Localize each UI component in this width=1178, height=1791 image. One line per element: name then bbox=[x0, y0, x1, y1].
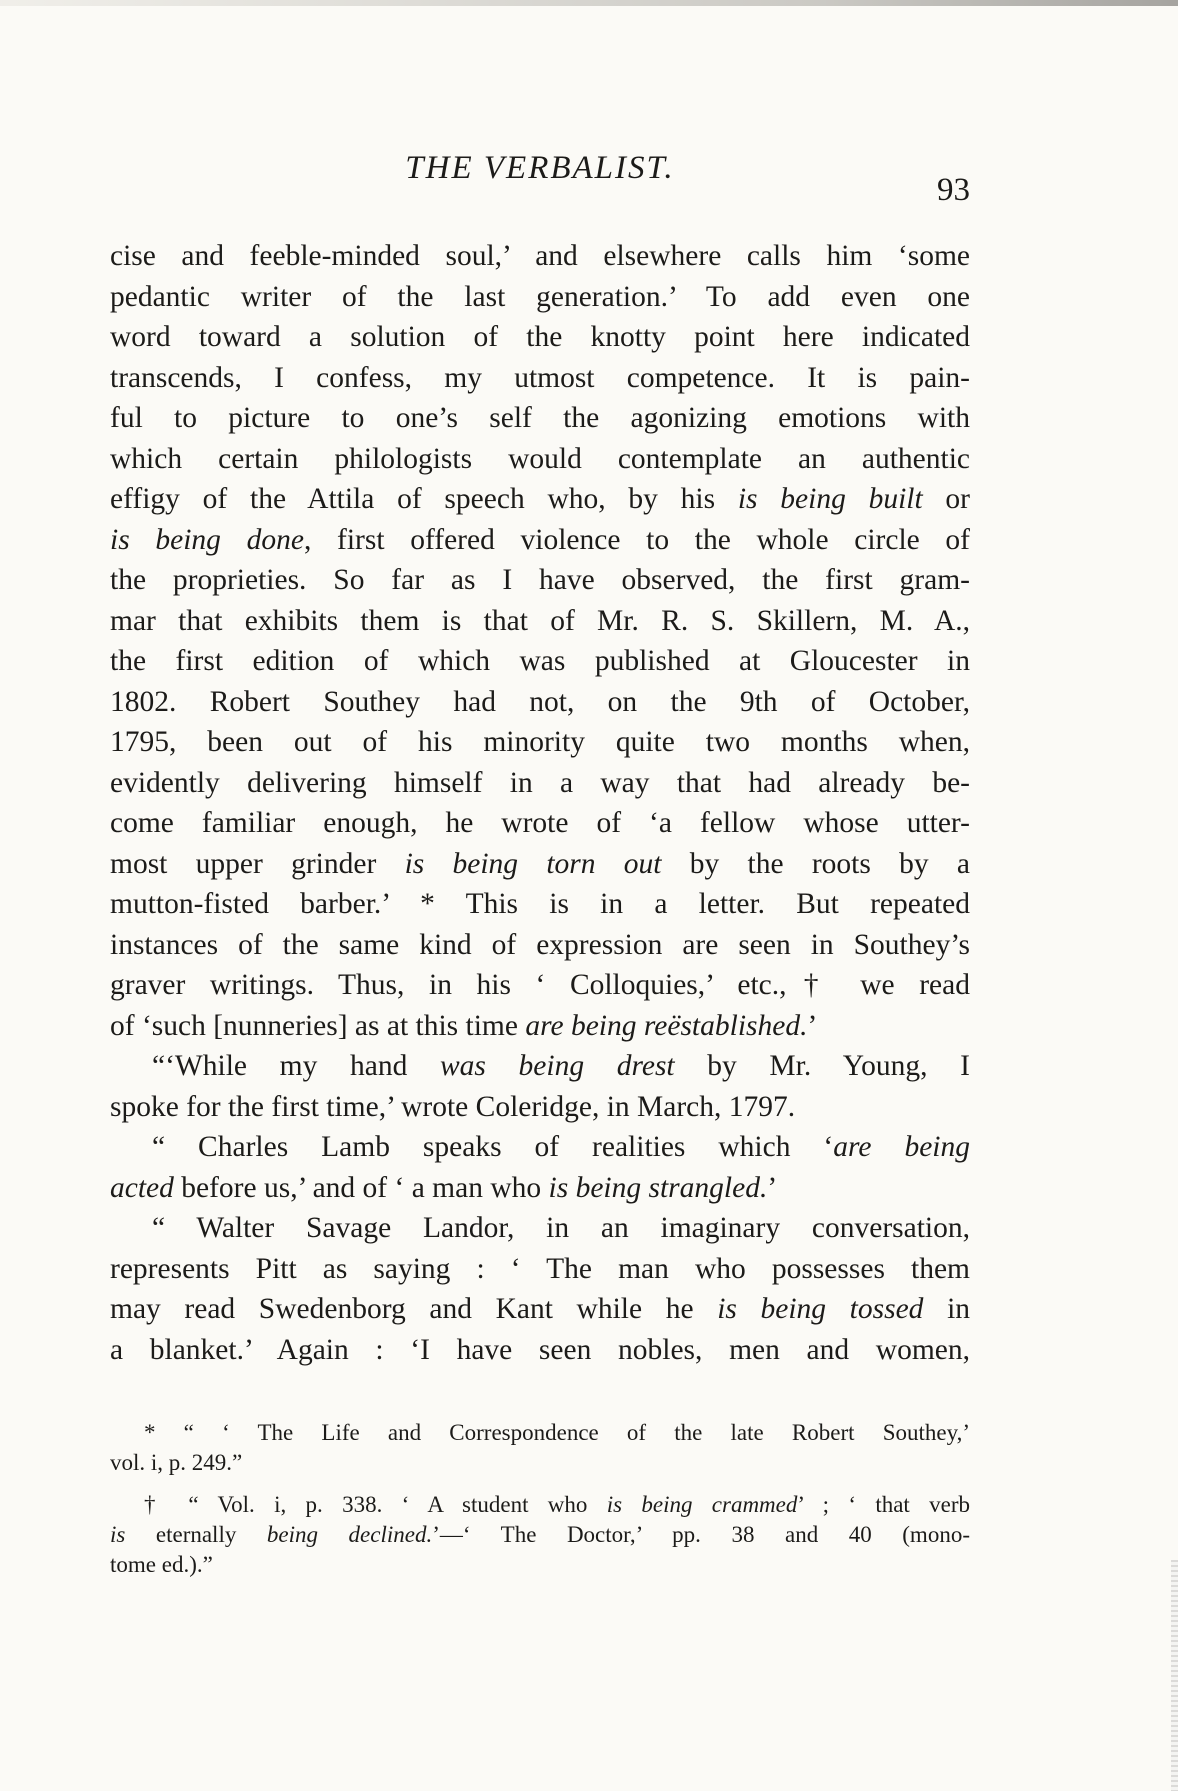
text-run: graver writings. Thus, in his ‘ Colloquies,’ etc.,† we read bbox=[110, 969, 970, 1001]
text-run: ful to picture to one’s self the agonizing emotions with bbox=[110, 402, 970, 434]
text-run: may read Swedenborg and Kant while he bbox=[110, 1293, 718, 1325]
body-line bbox=[110, 277, 970, 318]
body-line bbox=[110, 925, 970, 966]
text-run: effigy of the Attila of speech who, by his bbox=[110, 483, 738, 515]
body-line bbox=[110, 1289, 970, 1330]
text-run: ’ bbox=[807, 1009, 818, 1042]
text-run: most upper grinder bbox=[110, 847, 405, 880]
italic-text: acted bbox=[110, 1171, 174, 1204]
text-run: 1802. Robert Southey had not, on the 9th of October, bbox=[110, 685, 970, 718]
body-line bbox=[110, 439, 970, 480]
body-line bbox=[110, 763, 970, 804]
italic-text: is being strangled. bbox=[548, 1171, 768, 1204]
body-line bbox=[110, 601, 970, 642]
text-run: or bbox=[922, 483, 971, 515]
page-number: 93 bbox=[937, 172, 970, 208]
text-run: before us,’ and of ‘ a man who bbox=[173, 1171, 549, 1204]
text-run: ’ ; ‘ that verb bbox=[797, 1492, 971, 1517]
text-run: of ‘such [nunneries] as at this time bbox=[110, 1009, 526, 1042]
body-line bbox=[110, 1330, 970, 1371]
italic-text: is being built bbox=[737, 483, 923, 515]
body-line bbox=[110, 236, 970, 277]
text-run: word toward a solution of the knotty point here indicated bbox=[110, 321, 970, 353]
text-run: come familiar enough, he wrote of ‘a fellow whose utter- bbox=[110, 807, 970, 839]
body-line bbox=[110, 844, 970, 885]
italic-text: is being tossed bbox=[717, 1293, 924, 1325]
body-line bbox=[110, 1046, 970, 1087]
scan-edge-right bbox=[1171, 1560, 1178, 1791]
text-run: tome ed.).” bbox=[110, 1552, 213, 1577]
text-run: “‘While my hand bbox=[152, 1050, 440, 1082]
italic-text: is being crammed bbox=[606, 1492, 798, 1517]
body-line bbox=[110, 1168, 970, 1209]
italic-text: is being done bbox=[110, 523, 304, 556]
text-run: by Mr. Young, I bbox=[674, 1050, 970, 1082]
footnote-line bbox=[110, 1550, 970, 1580]
footnote-line bbox=[110, 1448, 970, 1478]
body-line bbox=[110, 520, 970, 561]
footnote bbox=[110, 1418, 970, 1478]
italic-text: was being drest bbox=[439, 1050, 675, 1082]
text-run: cise and feeble-minded soul,’ and elsewhere calls him ‘some bbox=[110, 240, 970, 272]
text-run: pedantic writer of the last generation.’ To add even one bbox=[110, 280, 970, 313]
text-run: by the roots by a bbox=[661, 847, 970, 880]
body-line bbox=[110, 641, 970, 682]
italic-text: is bbox=[110, 1522, 126, 1547]
text-run: 1795, been out of his minority quite two months when, bbox=[110, 726, 970, 758]
scan-edge-top bbox=[0, 0, 1178, 6]
text-run: , first offered violence to the whole circle of bbox=[303, 523, 971, 556]
body-line bbox=[110, 317, 970, 358]
body-line bbox=[110, 560, 970, 601]
body-line bbox=[110, 1006, 970, 1047]
text-run: a blanket.’ Again : ‘I have seen nobles, men and women, bbox=[110, 1333, 970, 1366]
text-run: spoke for the first time,’ wrote Coleridge, in March, 1797. bbox=[110, 1090, 796, 1123]
footnote-line bbox=[110, 1520, 970, 1550]
text-run: ’ bbox=[767, 1171, 778, 1204]
text-run: eternally bbox=[125, 1522, 267, 1547]
text-run: ’—‘ The Doctor,’ pp. 38 and 40 (mono- bbox=[432, 1522, 970, 1547]
text-run: evidently delivering himself in a way that had already be- bbox=[110, 766, 970, 799]
body-text bbox=[110, 236, 970, 1370]
body-line bbox=[110, 1208, 970, 1249]
body-line bbox=[110, 803, 970, 844]
body-line bbox=[110, 965, 970, 1006]
body-line bbox=[110, 884, 970, 925]
italic-text: being declined. bbox=[266, 1522, 433, 1547]
text-run: the proprieties. So far as I have observed, the first gram- bbox=[110, 564, 970, 596]
body-line bbox=[110, 722, 970, 763]
italic-text: is being torn out bbox=[404, 847, 662, 880]
text-run: mar that exhibits them is that of Mr. R. S. Skillern, M. A., bbox=[110, 604, 970, 637]
body-line bbox=[110, 1127, 970, 1168]
italic-text: are being reëstablished. bbox=[525, 1009, 808, 1042]
footnote-gap bbox=[110, 1478, 970, 1490]
footnote-line bbox=[110, 1490, 970, 1520]
body-line bbox=[110, 682, 970, 723]
footnotes bbox=[110, 1418, 970, 1580]
text-run: the first edition of which was published at Gloucester in bbox=[110, 645, 970, 677]
running-title: THE VERBALIST. bbox=[405, 150, 675, 186]
text-run: mutton-fisted barber.’ * This is in a letter. But repeated bbox=[110, 888, 970, 920]
body-line bbox=[110, 1249, 970, 1290]
body-line bbox=[110, 1087, 970, 1128]
text-run: vol. i, p. 249.” bbox=[110, 1450, 243, 1475]
text-run: † “ Vol. i, p. 338. ‘ A student who bbox=[144, 1492, 607, 1517]
footnote bbox=[110, 1490, 970, 1580]
text-run: “ Charles Lamb speaks of realities which ‘ bbox=[152, 1131, 834, 1163]
text-run: which certain philologists would contemplate an authentic bbox=[110, 442, 970, 475]
text-run: “ Walter Savage Landor, in an imaginary conversation, bbox=[152, 1212, 970, 1244]
text-run: represents Pitt as saying : ‘ The man who possesses them bbox=[110, 1252, 970, 1285]
body-line bbox=[110, 358, 970, 399]
body-line bbox=[110, 479, 970, 520]
footnote-line bbox=[110, 1418, 970, 1448]
italic-text: are being bbox=[833, 1131, 970, 1163]
text-run: transcends, I confess, my utmost competence. It is pain- bbox=[110, 361, 970, 394]
text-run: instances of the same kind of expression are seen in Southey’s bbox=[110, 928, 970, 961]
text-run: in bbox=[923, 1293, 971, 1325]
text-run: * “ ‘ The Life and Correspondence of the late Robert Southey,’ bbox=[144, 1420, 970, 1445]
running-header bbox=[110, 150, 970, 210]
body-line bbox=[110, 398, 970, 439]
